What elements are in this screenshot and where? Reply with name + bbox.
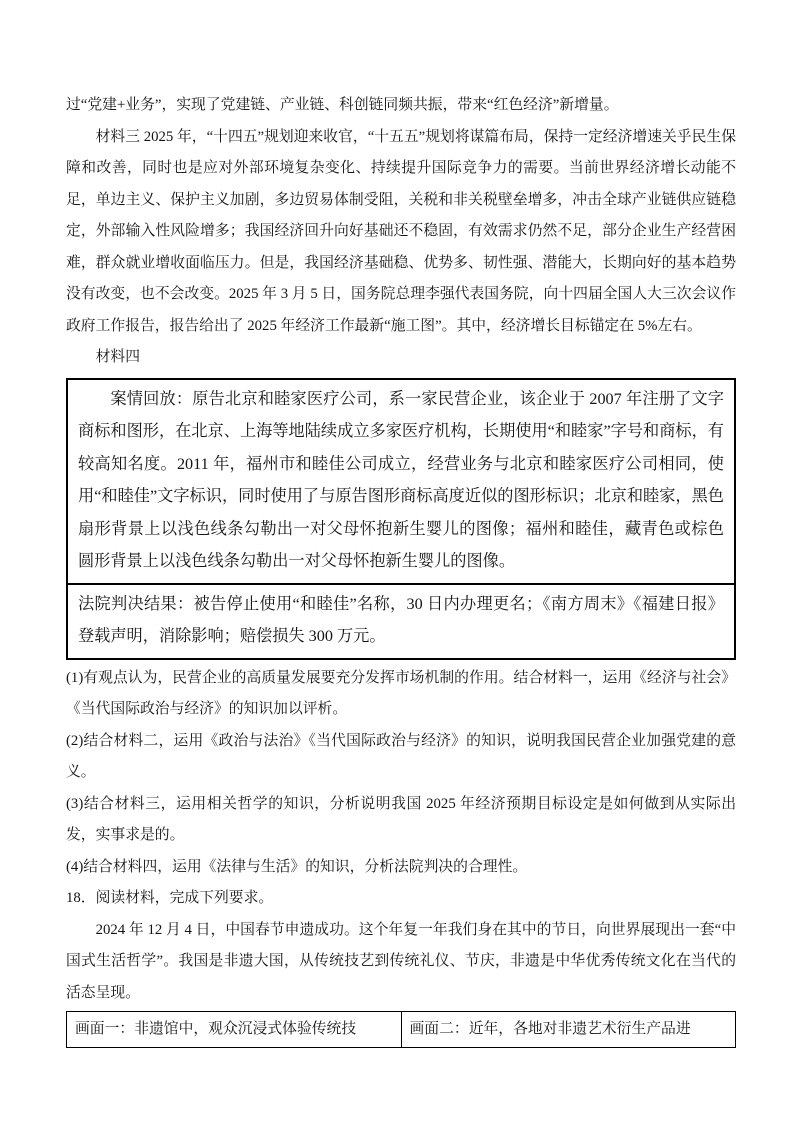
court-verdict-text: 法院判决结果：被告停止使用“和睦佳”名称，30 日内办理更名；《南方周末》《福建日报》登载声明，消除影响；赔偿损失 300 万元。: [68, 583, 734, 658]
material4-label: 材料四: [95, 349, 140, 365]
material4-case-box: [66, 378, 736, 660]
paragraph-material3: 材料三 2025 年，“十四五”规划迎来收官，“十五五”规划将谋篇布局，保持一定经济增速关乎民生保障和改善，同时也是应对外部环境复杂变化、持续提升国际竞争力的需要。当前世界经济增长动能不足，单边主义、保护主义加剧，多边贸易体制受阻，关税和非关税壁垒增多，冲击全球产业链供应链稳定，外部输入性风险增多；我国经济回升向好基础还不稳固，有效需求仍然不足，部分企业生产经营困难，群众就业增收面临压力。但是，我国经济基础稳、优势多、韧性强、潜能大，长期向好的基本趋势没有改变，也不会改变。2025 年 3 月 5 日，国务院总理李强代表国务院，向十四届全国人大三次会议作政府工作报告，报告给出了 2025 年经济工作最新“施工图”。其中，经济增长目标锚定在 5%左右。: [66, 128, 736, 334]
question-4: (4)结合材料四，运用《法律与生活》的知识，分析法院判决的合理性。: [66, 858, 528, 875]
scene-table-row: [67, 1012, 736, 1048]
question-18-intro: 2024 年 12 月 4 日，中国春节申遗成功。这个年复一年我们身在其中的节日，向世界展现出一套“中国式生活哲学”。我国是非遗大国，从传统技艺到传统礼仪、节庆，非遗是中华优秀传统文化在当代的活态呈现。: [66, 921, 736, 1001]
question-18-heading: 18．阅读材料，完成下列要求。: [66, 890, 274, 906]
question-1: (1)有观点认为，民营企业的高质量发展要充分发挥市场机制的作用。结合材料一，运用《经济与社会》《当代国际政治与经济》的知识加以评析。: [66, 669, 736, 717]
scene-cell-2: 画面二：近年，各地对非遗艺术衍生产品进: [401, 1012, 736, 1048]
scene-table: [66, 1011, 736, 1048]
paragraph-carryover: 过“党建+业务”，实现了党建链、产业链、科创链同频共振，带来“红色经济”新增量。: [66, 97, 619, 113]
scene-cell-1: 画面一：非遗馆中，观众沉浸式体验传统技: [67, 1012, 402, 1048]
question-2: (2)结合材料二，运用《政治与法治》《当代国际政治与经济》的知识，说明我国民营企业加强党建的意义。: [66, 732, 736, 780]
case-recap-text: 案情回放：原告北京和睦家医疗公司，系一家民营企业，该企业于 2007 年注册了文字商标和图形，在北京、上海等地陆续成立多家医疗机构，长期使用“和睦家”字号和商标，有较高知名度。2011 年，福州市和睦佳公司成立，经营业务与北京和睦家医疗公司相同，使用“和睦佳”文字标识，同时使用了与原告图形商标高度近似的图形标识；北京和睦家，黑色扇形背景上以浅色线条勾勒出一对父母怀抱新生婴儿的图像；福州和睦佳，藏青色或棕色圆形背景上以浅色线条勾勒出一对父母怀抱新生婴儿的图像。: [78, 389, 724, 570]
question-3: (3)结合材料三，运用相关哲学的知识，分析说明我国 2025 年经济预期目标设定是如何做到从实际出发，实事求是的。: [66, 795, 736, 843]
